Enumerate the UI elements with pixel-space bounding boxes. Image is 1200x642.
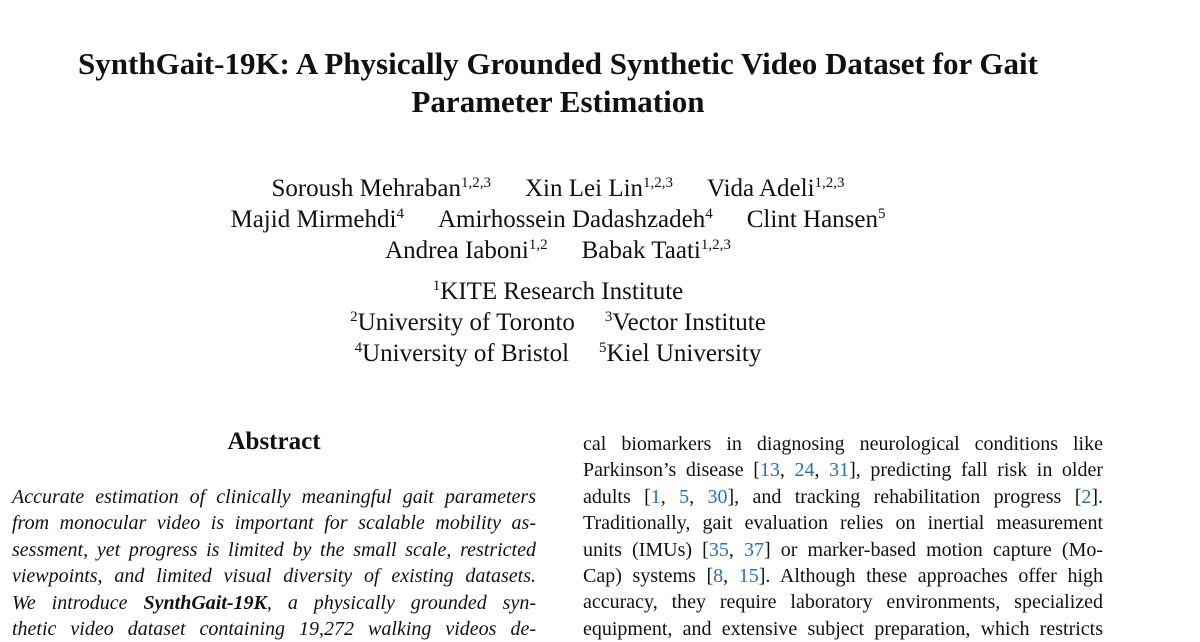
intro-text-segment: Parkinson’s disease [	[583, 459, 760, 482]
intro-text-segment: ] or marker-based motion capture (Mo-	[763, 538, 1104, 561]
intro-text-segment: ], and tracking rehabilitation progress [	[727, 485, 1082, 508]
author-line-2	[0, 204, 1116, 235]
intro-text-segment: Cap) systems [	[583, 565, 714, 588]
affiliation-number: 3	[604, 309, 613, 325]
author-affiliation-marker: 1,2,3	[700, 237, 731, 253]
author-name: Vida Adeli	[707, 175, 815, 202]
citation-separator: ,	[814, 459, 830, 482]
citation-separator: ,	[779, 459, 795, 482]
affiliation-number: 4	[354, 340, 363, 356]
intro-line: equipment, and extensive subject preparation, which restricts	[583, 617, 1103, 640]
abstract-line: from monocular video is important for scalable mobility as-	[12, 512, 536, 535]
affiliation-name: University of Bristol	[362, 340, 570, 367]
author-name: Soroush Mehraban	[271, 175, 461, 202]
citation-link[interactable]: 24	[794, 459, 815, 482]
author-name: Majid Mirmehdi	[230, 206, 397, 233]
title-line-2: Parameter Estimation	[411, 84, 705, 119]
affiliation-line-3	[0, 338, 1116, 369]
citation-separator: ,	[689, 485, 708, 508]
author-affiliation-marker: 1,2,3	[814, 175, 845, 191]
author-affiliation-marker: 1,2,3	[643, 175, 674, 191]
intro-text-segment: ], predicting fall risk in older	[849, 459, 1104, 482]
author-line-1	[0, 173, 1116, 204]
citation-separator: ,	[660, 485, 680, 508]
affiliation-number: 2	[350, 309, 358, 325]
affiliation-number: 1	[432, 278, 441, 294]
author-line-3	[0, 235, 1116, 266]
author-affiliation-marker: 4	[705, 206, 713, 222]
introduction-text	[583, 431, 1103, 642]
author-name: Clint Hansen	[746, 206, 878, 233]
intro-line: accuracy, they require laboratory environments, specialized	[583, 591, 1103, 614]
affiliation-number: 5	[599, 340, 607, 356]
citation-link[interactable]: 5	[679, 485, 690, 508]
intro-line	[583, 457, 1103, 483]
author-list	[0, 173, 1116, 266]
author-affiliation-marker: 4	[396, 206, 404, 222]
author-name: Xin Lei Lin	[525, 175, 644, 202]
citation-link[interactable]: 30	[707, 485, 728, 508]
author-affiliation-marker: 5	[878, 206, 886, 222]
intro-line	[583, 563, 1103, 589]
paper-title	[0, 45, 1116, 121]
affiliation-list	[0, 276, 1116, 369]
intro-text-segment: adults [	[583, 485, 651, 508]
abstract-line: Accurate estimation of clinically meaningful gait parameters	[12, 486, 536, 508]
author-affiliation-marker: 1,2	[528, 237, 548, 253]
intro-text-segment: ]. Although these approaches offer high	[758, 565, 1104, 588]
affiliation-name: Kiel University	[606, 340, 762, 367]
abstract-text	[12, 484, 536, 642]
abstract-line	[12, 590, 536, 616]
citation-link[interactable]: 8	[713, 565, 724, 588]
intro-line: cal biomarkers in diagnosing neurological conditions like	[583, 433, 1103, 455]
affiliation-name: KITE Research Institute	[440, 278, 684, 305]
abstract-heading: Abstract	[227, 428, 321, 455]
author-name: Andrea Iaboni	[385, 237, 529, 264]
intro-text-segment: ].	[1091, 485, 1104, 508]
citation-link[interactable]: 35	[708, 538, 729, 561]
citation-link[interactable]: 1	[650, 485, 661, 508]
affiliation-line-2	[0, 307, 1116, 338]
citation-link[interactable]: 31	[829, 459, 850, 482]
citation-link[interactable]: 2	[1081, 485, 1092, 508]
intro-line	[583, 484, 1103, 510]
affiliation-name: University of Toronto	[357, 309, 575, 336]
affiliation-line-1	[0, 276, 1116, 307]
author-name: Babak Taati	[581, 237, 701, 264]
abstract-line: sessment, yet progress is limited by the small scale, restricted	[12, 538, 536, 561]
citation-link[interactable]: 13	[759, 459, 780, 482]
dataset-name: SynthGait-19K	[143, 591, 267, 614]
title-line-1: SynthGait-19K: A Physically Grounded Synthetic Video Dataset for Gait	[78, 46, 1038, 81]
author-affiliation-marker: 1,2,3	[461, 175, 491, 191]
intro-line: Traditionally, gait evaluation relies on inertial measurement	[583, 512, 1103, 535]
affiliation-name: Vector Institute	[612, 309, 766, 336]
abstract-line: thetic video dataset containing 19,272 walking videos de-	[12, 618, 536, 641]
abstract-text-segment: We introduce	[12, 591, 144, 614]
citation-separator: ,	[728, 538, 744, 561]
citation-link[interactable]: 15	[738, 565, 759, 588]
citation-separator: ,	[723, 565, 739, 588]
intro-text-segment: units (IMUs) [	[583, 538, 709, 561]
abstract-text-segment: , a physically grounded syn-	[266, 591, 536, 614]
intro-line	[583, 537, 1103, 563]
abstract-line: viewpoints, and limited visual diversity of existing datasets.	[12, 565, 536, 588]
author-name: Amirhossein Dadashzadeh	[437, 206, 706, 233]
citation-link[interactable]: 37	[743, 538, 764, 561]
